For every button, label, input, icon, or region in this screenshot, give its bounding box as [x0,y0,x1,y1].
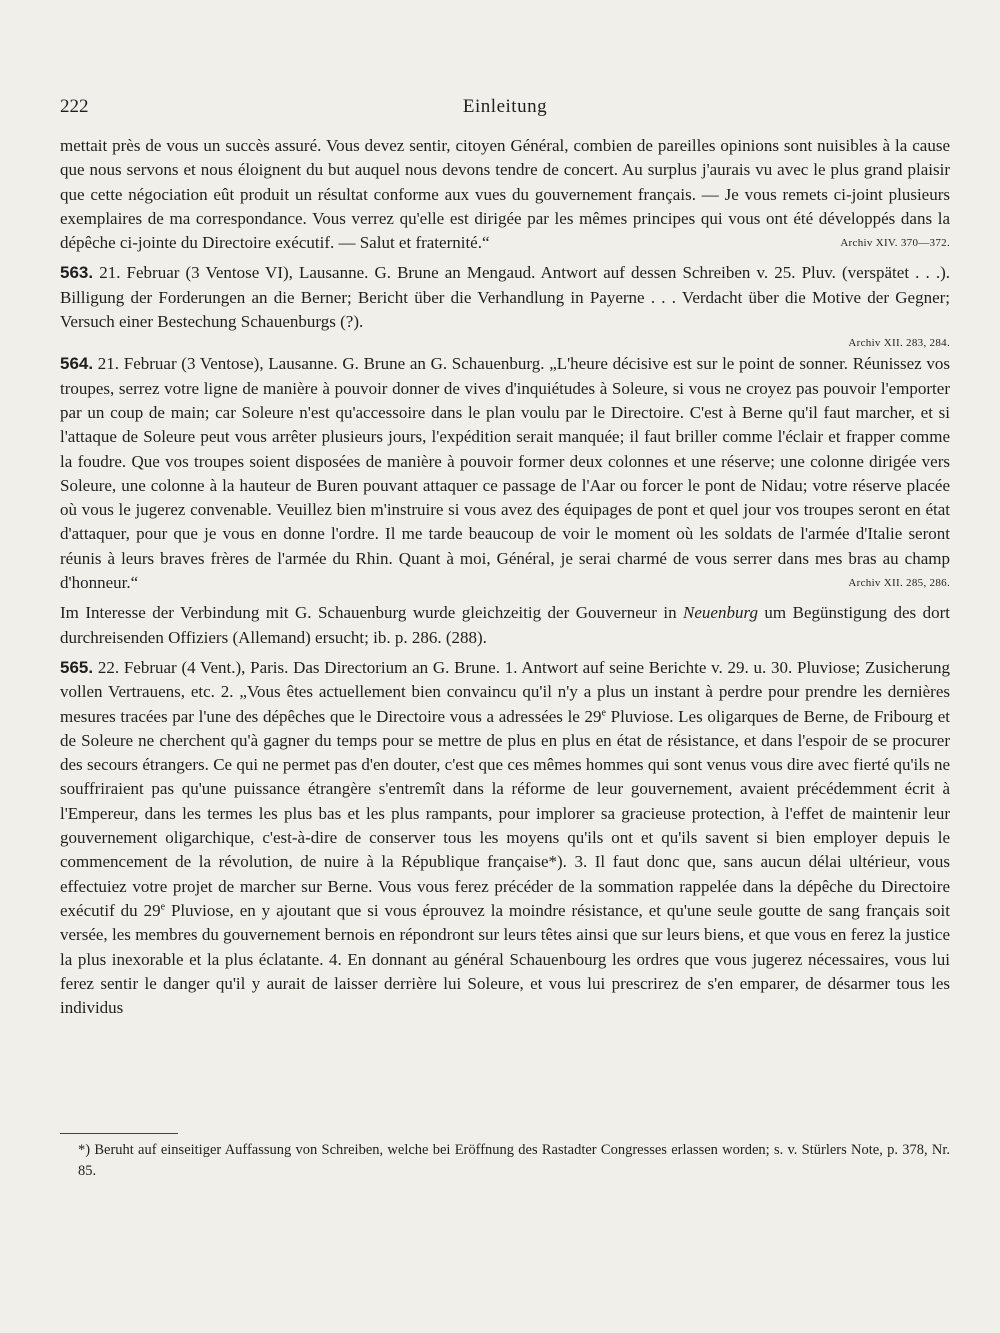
entry-text-part2: Pluviose. Les oligarques de Berne, de Fribourg et de Soleure ne cherchent qu'à gagner du temps pour se mettre de plus en plus en état de résistance, et dans l'espoir de se procurer des secours étrangers. Ce qui ne permet pas d'en douter, c'est que ces mêmes hommes qui sont venus vous dire avec fierté qu'ils ne souffriraient pas qu'une puissance étrangère s'entremît dans la réforme de leur gouvernement, avaient précédemment écrit à l'Empereur, dans les termes les plus bas et les plus rampants, pour implorer sa gracieuse protection, à l'effet de maintenir leur gouvernement oligarchique, c'est-à-dire de conserver tous les moyens qu'ils ont et qu'ils savent si bien employer depuis le commencement de la révolution, de nuire à la République française*). 3. Il faut donc que, sans aucun délai ultérieur, vous effectuiez votre projet de marcher sur Berne. Vous vous ferez précéder de la sommation rappelée dans la dépêche du Directoire exécutif du 29 [60,706,950,920]
entry-564 [60,352,950,595]
note-564 [60,601,950,650]
body-text [60,134,950,1020]
entry-563 [60,261,950,334]
entry-text-part1: 22. Februar (4 Vent.), Paris. Das Directorium an G. Brune. 1. Antwort auf seine Berichte v. 29. u. 30. Pluviose; Zusicherung vollen Vertrauens, etc. 2. „Vous êtes actuellement bien convaincu qu'il n'y a plus un instant à perdre pour prendre les dernières mesures tracées par l'une des dépêches que le Directoire vous a adressées le 29 [60,657,951,726]
footnote-rule [60,1133,178,1134]
entry-text-part3: Pluviose, en y ajoutant que si vous éprouvez la moindre résistance, et qu'une seule goutte de sang français soit versée, les membres du gouvernement bernois en répondront sur leurs têtes ainsi que sur leurs biens, et que vous en ferez la justice la plus inexorable et la plus éclatante. 4. En donnant au général Schauenbourg les ordres que vous jugerez nécessaires, vous lui ferez sentir le danger qu'il y aurait de laisser derrière lui Soleure, et vous lui prescrirez de s'en emparer, de désarmer tous les individus [60,900,950,1018]
page-number: 222 [60,96,89,117]
entry-563-source: Archiv XII. 283, 284. [848,337,950,350]
footnote-text: *) Beruht auf einseitiger Auffassung von Schreiben, welche bei Eröffnung des Rastadter Congresses erlassen worden; s. v. Stürlers Note, p. 378, Nr. 85. [78,1142,950,1179]
intro-paragraph [60,134,950,255]
intro-text: mettait près de vous un succès assuré. Vous devez sentir, citoyen Général, combien de pareilles opinions sont nuisibles à la cause que nous servons et nous éloignent du but auquel nous devons tendre de concert. Au surplus j'aurais vu avec le plus grand plaisir que cette négociation eût produit un résultat conforme aux vues du gouvernement français. — Je vous remets ci-joint plusieurs exemplaires de ma correspondance. Vous verrez qu'elle est dirigée par les mêmes principes qui vous ont été développés dans la dépêche ci-jointe du Directoire exécutif. — Salut et fraternité.“ [60,136,950,253]
note-text-before: Im Interesse der Verbindung mit G. Schauenburg wurde gleichzeitig der Gouverneur in [60,603,684,623]
entry-text: 21. Februar (3 Ventose VI), Lausanne. G. Brune an Mengaud. Antwort auf dessen Schreiben v. 25. Pluv. (verspätet . . .). Billigung der Forderungen an die Berner; Bericht über die Verhandlung in Payerne . . . Verdacht über die Motive der Gegner; Versuch einer Bestechung Schauenburgs (?). [60,263,950,332]
running-title: Einleitung [462,96,548,117]
note-place: Neuenburg [683,603,758,623]
entry-number: 563. [60,263,94,283]
note-text-after: um Begünstigung des dort durchreisenden Offiziers (Allemand) ersucht; ib. p. 286. (288). [60,603,951,647]
entry-number: 564. [60,354,94,374]
entry-565 [60,656,950,1020]
superscript: e [160,901,166,913]
entry-number: 565. [60,657,94,677]
document-page [60,96,950,1020]
entry-text: 21. Februar (3 Ventose), Lausanne. G. Brune an G. Schauenburg. „L'heure décisive est sur le point de sonner. Réunissez vos troupes, serrez votre ligne de manière à pouvoir donner de vives d'inquiétudes à Soleure, si vous ne croyez pas pouvoir l'emporter par un coup de main; car Soleure n'est qu'accessoire dans le plan voulu par le Directoire. C'est à Berne qu'il faut marcher, et si l'attaque de Soleure peut vous arrêter plusieurs jours, l'expédition serait manquée; il faut briller comme l'éclair et frapper comme la foudre. Que vos troupes soient disposées de manière à pouvoir former deux colonnes et une réserve; une colonne dirigée vers Soleure, une colonne à la hauteur de Buren pouvant attaquer ce passage de l'Aar ou forcer le pont de Nidau; votre réserve placée où vous le jugerez convenable. Veuillez bien m'instruire si vous avez des équipages de pont et quel jour vos troupes seront en état d'attaquer, pour que je vous en donne l'ordre. Il me tarde beaucoup de voir le moment où les soldats de l'armée d'Italie seront réunis à leurs braves frères de l'armée du Rhin. Quant à moi, Général, je serai charmé de vous serrer dans mes bras au champ d'honneur.“ [60,354,950,593]
page-header [60,96,950,124]
footnote [60,1140,950,1182]
superscript: e [601,706,606,718]
intro-source: Archiv XIV. 370—372. [840,237,950,250]
entry-564-source: Archiv XII. 285, 286. [848,577,950,590]
